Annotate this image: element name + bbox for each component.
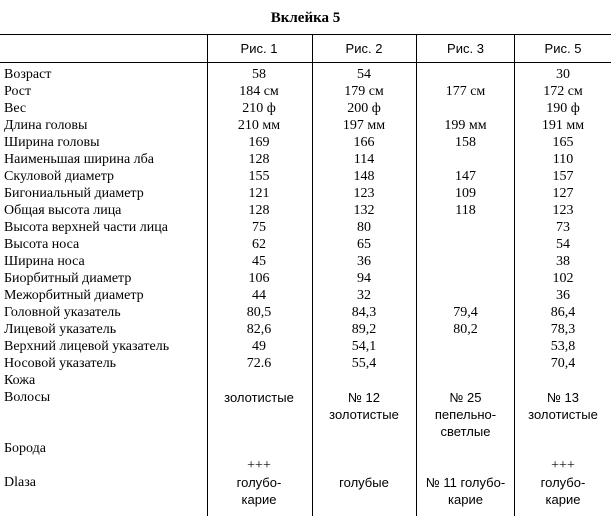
table-cell: 190 ф [546, 101, 580, 116]
table-cell: 127 [552, 186, 574, 201]
table-cell: 191 мм [541, 118, 585, 133]
table-cell: 158 [455, 135, 476, 150]
table-cell: 148 [353, 169, 375, 184]
table-row [0, 219, 611, 236]
table-cell: 54 [556, 237, 570, 252]
table-cell: 172 см [543, 84, 583, 99]
table-cell: 147 [455, 169, 476, 184]
table-cell: 184 см [239, 84, 279, 99]
row-label: Возраст [4, 67, 52, 82]
table-cell: 109 [455, 186, 476, 201]
table-cell: 102 [552, 271, 574, 286]
table-cell: № 13 золотистые [528, 390, 598, 422]
table-cell: голубо- карие [540, 475, 586, 507]
table-cell: золотистые [224, 390, 294, 405]
table-cell: 36 [357, 254, 371, 269]
table-row [0, 100, 611, 117]
table-cell: 80,2 [453, 322, 478, 337]
column-header-fig-3: Рис. 3 [447, 41, 484, 56]
table-cell: 106 [248, 271, 270, 286]
table-row [0, 66, 611, 83]
table-cell: 82,6 [246, 322, 272, 337]
measurement-table-body [0, 66, 611, 508]
table-cell: 53,8 [550, 339, 576, 354]
row-label: Носовой указатель [4, 356, 117, 371]
table-cell: 128 [248, 203, 270, 218]
table-cell: +++ [551, 458, 575, 473]
table-cell: 79,4 [453, 305, 478, 320]
row-label: Рост [4, 84, 32, 99]
table-row [0, 372, 611, 389]
table-cell: 166 [353, 135, 375, 150]
table-row [0, 287, 611, 304]
table-row [0, 117, 611, 134]
table-row [0, 457, 611, 474]
table-row [0, 185, 611, 202]
row-label: Лицевой указатель [4, 322, 117, 337]
row-label: Межорбитный диаметр [4, 288, 144, 303]
table-row [0, 151, 611, 168]
table-row [0, 440, 611, 457]
table-cell: 72.6 [246, 356, 272, 371]
table-cell: № 12 золотистые [329, 390, 399, 422]
table-cell: 94 [357, 271, 371, 286]
table-cell: голубо- карие [236, 475, 282, 507]
table-cell: +++ [247, 458, 271, 473]
table-cell: 44 [252, 288, 266, 303]
table-cell: 210 ф [242, 101, 276, 116]
table-row [0, 355, 611, 372]
table-cell: 121 [248, 186, 270, 201]
table-cell: 123 [552, 203, 574, 218]
table-row [0, 389, 611, 440]
table-row [0, 321, 611, 338]
table-row [0, 253, 611, 270]
row-label: Ширина головы [4, 135, 100, 150]
table-cell: 54,1 [351, 339, 377, 354]
row-label: Верхний лицевой указатель [4, 339, 170, 354]
table-cell: 197 мм [342, 118, 386, 133]
table-cell: 80 [357, 220, 371, 235]
table-cell: 80,5 [246, 305, 272, 320]
table-cell: 210 мм [237, 118, 281, 133]
table-cell: 45 [252, 254, 266, 269]
table-row [0, 202, 611, 219]
table-row [0, 270, 611, 287]
table-row [0, 236, 611, 253]
table-cell: 36 [556, 288, 570, 303]
row-label: Длина головы [4, 118, 88, 133]
table-cell: № 25 пепельно- светлые [434, 390, 497, 439]
row-label: Скуловой диаметр [4, 169, 115, 184]
table-cell: 157 [552, 169, 574, 184]
row-label: Dlаза [4, 475, 36, 490]
row-label: Высота верхней части лица [4, 220, 168, 235]
row-label: Волосы [4, 390, 51, 405]
table-cell: 55,4 [351, 356, 377, 371]
table-cell: 32 [357, 288, 371, 303]
table-cell: голубые [339, 475, 389, 490]
insert-title: Вклейка 5 [270, 10, 341, 26]
table-cell: 62 [252, 237, 266, 252]
table-cell: 200 ф [347, 101, 381, 116]
row-label: Высота носа [4, 237, 80, 252]
table-cell: 49 [252, 339, 266, 354]
row-label: Бигониальный диаметр [4, 186, 144, 201]
table-cell: 78,3 [550, 322, 576, 337]
table-row [0, 304, 611, 321]
table-cell: 155 [248, 169, 270, 184]
table-cell: № 11 голубо- карие [425, 475, 506, 507]
table-cell: 169 [248, 135, 270, 150]
table-cell: 132 [353, 203, 375, 218]
table-row [0, 168, 611, 185]
table-cell: 118 [455, 203, 476, 218]
table-cell: 128 [248, 152, 270, 167]
table-cell: 70,4 [550, 356, 576, 371]
header-rule [0, 62, 611, 63]
table-cell: 110 [552, 152, 574, 167]
column-header-fig-5: Рис. 5 [544, 41, 582, 56]
table-cell: 86,4 [550, 305, 576, 320]
row-label: Борода [4, 441, 46, 456]
table-cell: 89,2 [351, 322, 377, 337]
table-row [0, 83, 611, 100]
table-cell: 30 [556, 67, 570, 82]
table-row [0, 134, 611, 151]
column-header-fig-1: Рис. 1 [240, 41, 278, 56]
table-cell: 75 [252, 220, 266, 235]
row-label: Ширина носа [4, 254, 85, 269]
row-label: Общая высота лица [4, 203, 122, 218]
table-cell: 84,3 [351, 305, 377, 320]
top-rule [0, 34, 611, 35]
column-header-fig-2: Рис. 2 [345, 41, 383, 56]
table-cell: 177 см [445, 84, 486, 99]
row-label: Наименьшая ширина лба [4, 152, 154, 167]
table-row [0, 474, 611, 508]
row-label: Биорбитный диаметр [4, 271, 132, 286]
table-row [0, 338, 611, 355]
table-cell: 123 [353, 186, 375, 201]
table-cell: 165 [552, 135, 574, 150]
table-cell: 58 [252, 67, 266, 82]
table-cell: 114 [353, 152, 375, 167]
row-label: Головной указатель [4, 305, 121, 320]
table-cell: 199 мм [444, 118, 487, 133]
table-cell: 38 [556, 254, 570, 269]
table-cell: 73 [556, 220, 570, 235]
row-label: Вес [4, 101, 27, 116]
table-cell: 179 см [344, 84, 384, 99]
row-label: Кожа [4, 373, 36, 388]
table-cell: 65 [357, 237, 371, 252]
table-cell: 54 [357, 67, 371, 82]
